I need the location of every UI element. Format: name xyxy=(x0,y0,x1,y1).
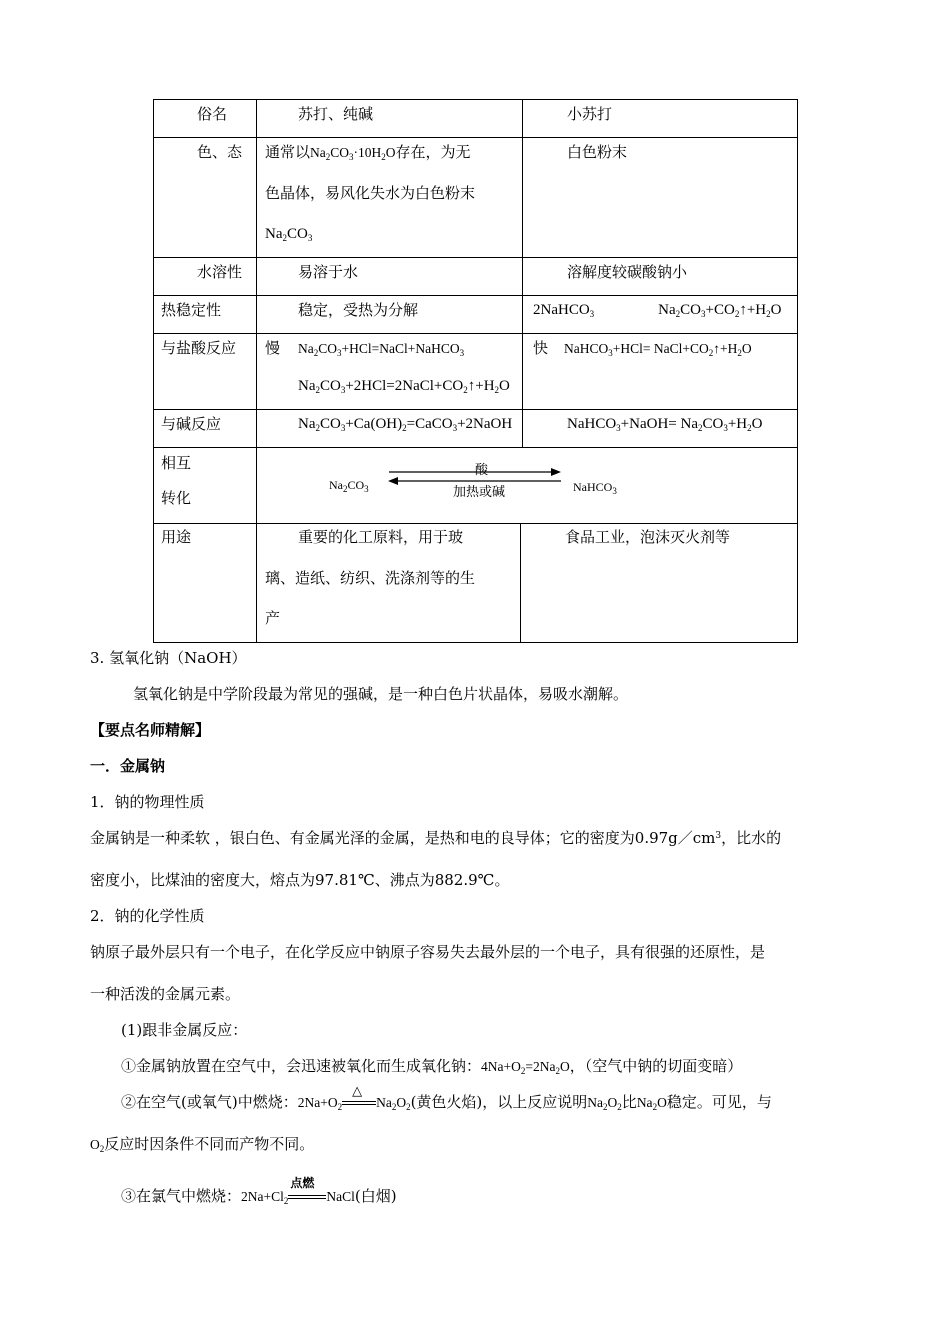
na2co3-uses-line1: 重要的化工原料，用于玻 xyxy=(298,528,464,546)
row-label-common-name: 俗名 xyxy=(197,105,228,123)
na2co3-uses-line2: 璃、造纸、纺织、洗涤剂等的生 xyxy=(265,569,476,587)
reaction-item-2-line2: $O_2$反应时因条件不同而产物不同。 xyxy=(90,1135,315,1154)
ignite-condition-equals: 点燃 xyxy=(288,1190,326,1204)
nahco3-solubility: 溶解度较碳酸钠小 xyxy=(567,263,688,281)
nahco3-hcl-reaction: 快 NaHCO$_3$+HCl= $NaCl+CO_2↑+H_2O$ xyxy=(533,339,752,358)
na2co3-solubility: 易溶于水 xyxy=(298,263,359,281)
nonmetal-reaction-heading: (1)跟非金属反应： xyxy=(121,1021,248,1039)
interconversion-nahco3: NaHCO$_3$ xyxy=(573,480,617,496)
na2co3-base-reaction: $Na_2CO_3+Ca(OH)_2=CaCO_3+2NaOH$ xyxy=(298,416,513,433)
row-label-interconversion-1: 相互 xyxy=(161,454,192,472)
na2co3-hcl-line2: $Na_2CO_3+2HCl=2NaCl+CO_2↑+H_2O$ xyxy=(298,378,510,395)
row-label-base-reaction: 与碱反应 xyxy=(161,415,222,433)
nahco3-base-reaction: NaHCO$_3$+NaOH= $Na_2CO_3+H_2O$ xyxy=(567,416,763,433)
heat-condition-equals: △ xyxy=(342,1096,376,1110)
nahco3-decomposition-equation: 2NaHCO$_3$ $Na_2CO_3+CO_2↑+H_2O$ xyxy=(533,302,782,319)
physical-properties-line2: 密度小，比煤油的密度大，熔点为97.81℃、沸点为882.9℃。 xyxy=(90,871,510,889)
reaction-item-2: ②在空气(或氧气)中燃烧：$2Na+O_2$ △ $Na_2O_2$(黄色火焰)，以上反应说明$Na_2O_2$比$Na_2O$稳定。可见，与 xyxy=(121,1084,772,1112)
chemical-properties-line2: 一种活泼的金属元素。 xyxy=(90,985,241,1003)
row-label-appearance: 色、态 xyxy=(197,143,243,161)
interconversion-na2co3: $Na_2CO_3$ xyxy=(329,478,369,494)
nahco3-common-name: 小苏打 xyxy=(567,105,613,123)
na2co3-hcl-line1: 慢 $Na_2CO_3+HCl=NaCl+NaHCO_3$ xyxy=(265,339,465,358)
na2co3-appearance-line2: 色晶体，易风化失水为白色粉末 xyxy=(265,184,476,202)
row-label-interconversion-2: 转化 xyxy=(161,489,192,507)
na2co3-thermal-stability: 稳定，受热为分解 xyxy=(298,301,419,319)
na2co3-appearance-line1: 通常以$Na_2CO_3\cdot 10H_2O$存在，为无 xyxy=(265,143,471,162)
na2co3-uses-line3: 产 xyxy=(265,609,281,627)
row-label-hcl-reaction: 与盐酸反应 xyxy=(161,339,237,357)
physical-properties-heading: 1．钠的物理性质 xyxy=(90,793,205,811)
reaction-item-1: ①金属钠放置在空气中，会迅速被氧化而生成氧化钠：$4Na+O_2=2Na_2O$，（空气中钠的切面变暗） xyxy=(121,1057,743,1076)
metal-sodium-heading: 一．金属钠 xyxy=(90,757,166,775)
master-explanation-heading: 【要点名师精解】 xyxy=(90,721,211,739)
reaction-item-3: ③在氯气中燃烧：$2Na+Cl_2$ 点燃 NaCl(白烟) xyxy=(121,1176,397,1206)
na2co3-formula: $Na_2CO_3$ xyxy=(265,226,313,243)
nahco3-appearance: 白色粉末 xyxy=(567,143,628,161)
physical-properties-line1: 金属钠是一种柔软 ，银白色、有金属光泽的金属，是热和电的良导体；它的密度为$0.97g/cm^3$，比水的 xyxy=(90,829,782,847)
nahco3-uses: 食品工业，泡沫灭火剂等 xyxy=(565,528,731,546)
chemical-properties-line1: 钠原子最外层只有一个电子，在化学反应中钠原子容易失去最外层的一个电子，具有很强的还原性，是 xyxy=(90,943,766,961)
chemical-properties-heading: 2．钠的化学性质 xyxy=(90,907,205,925)
arrow-label-heat-or-base: 加热或碱 xyxy=(453,485,506,500)
comparison-table xyxy=(153,99,798,643)
section-3-heading: 3. 氢氧化钠（NaOH） xyxy=(90,649,247,667)
row-label-uses: 用途 xyxy=(161,528,192,546)
row-label-solubility: 水溶性 xyxy=(197,263,243,281)
row-label-thermal-stability: 热稳定性 xyxy=(161,301,222,319)
arrow-label-acid: 酸 xyxy=(475,463,489,478)
na2co3-common-name: 苏打、纯碱 xyxy=(298,105,374,123)
section-3-text: 氢氧化钠是中学阶段最为常见的强碱，是一种白色片状晶体，易吸水潮解。 xyxy=(133,685,629,703)
